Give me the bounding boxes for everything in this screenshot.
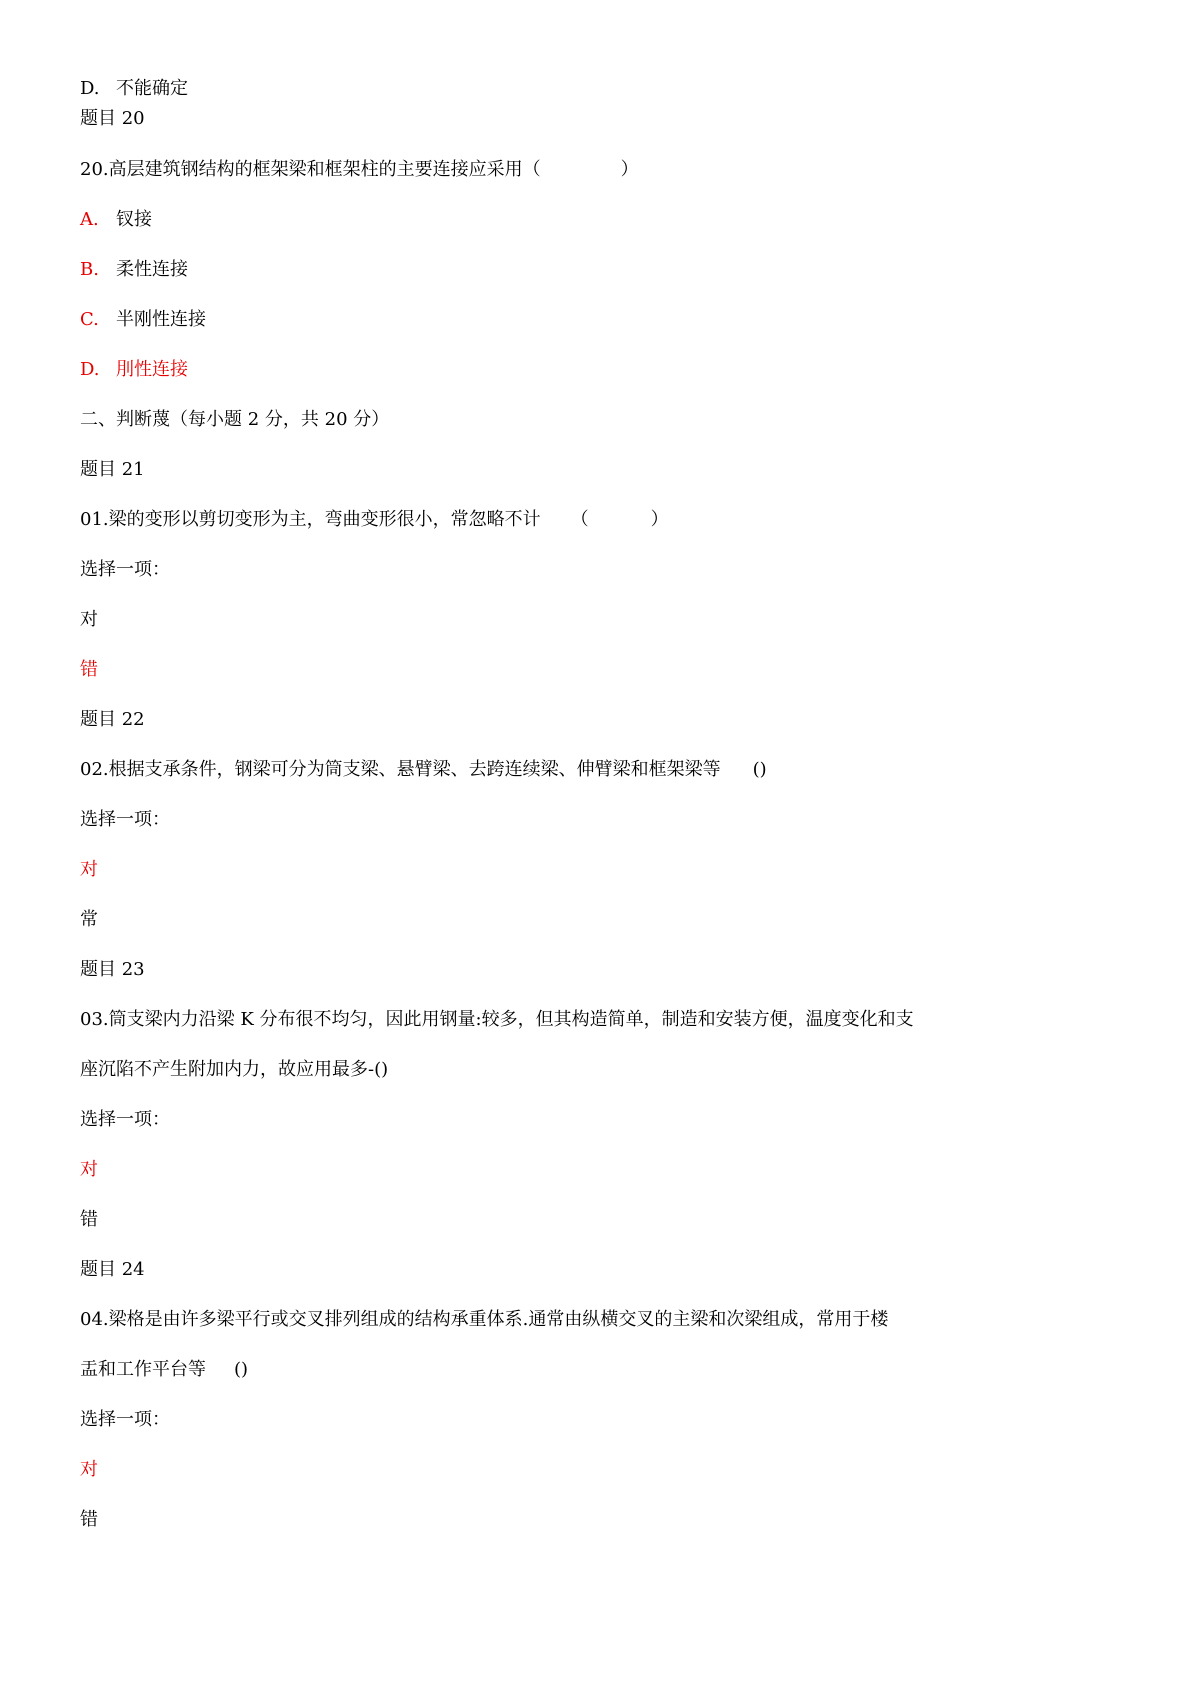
stem-text: 20.高层建筑钢结构的框架梁和框架柱的主要连接应采用（: [80, 159, 541, 180]
question-stem-24-line1: 04.梁格是由许多梁平行或交叉排列组成的结构承重体系.通常由纵横交叉的主梁和次梁组成，常用于楼: [80, 1309, 889, 1330]
stem-paren: (): [752, 759, 767, 780]
choice-true[interactable]: 对: [80, 859, 98, 880]
stem-close-paren: ）: [620, 159, 639, 180]
choice-true[interactable]: 对: [80, 1159, 98, 1180]
stem-paren: (): [234, 1359, 249, 1380]
stem-close-paren: ）: [650, 509, 669, 530]
choice-true[interactable]: 对: [80, 609, 98, 630]
choice-prompt: 选择一项：: [80, 1409, 170, 1430]
option-a[interactable]: [80, 208, 152, 232]
choice-true[interactable]: 对: [80, 1459, 98, 1480]
option-d[interactable]: [80, 358, 188, 382]
question-stem-20: [80, 158, 639, 182]
stem-text: 01.梁的变形以剪切变形为主，弯曲变形很小，常忽略不计: [80, 509, 541, 530]
stem-text: 盂和工作平台等: [80, 1359, 206, 1380]
choice-false[interactable]: 常: [80, 909, 98, 930]
option-text: 柔性连接: [116, 259, 188, 280]
stem-open-paren: （: [570, 509, 589, 530]
question-label-22: 题目 22: [80, 709, 145, 730]
prev-option-d[interactable]: [80, 77, 188, 101]
option-letter: B.: [80, 259, 99, 280]
choice-prompt: 选择一项：: [80, 559, 170, 580]
stem-text: 02.根据支承条件，钢梁可分为筒支梁、悬臂梁、去跨连续梁、伸臂梁和框架梁等: [80, 759, 721, 780]
option-letter: A.: [80, 209, 99, 230]
option-text: 钗接: [116, 209, 152, 230]
option-text: 半刚性连接: [116, 309, 206, 330]
question-stem-21: [80, 508, 669, 532]
option-letter: D.: [80, 78, 100, 99]
question-stem-23-line1: 03.筒支梁内力沿梁 K 分布很不均匀，因此用钢量:较多，但其构造简单，制造和安装方便，温度变化和支: [80, 1009, 914, 1030]
question-label-24: 题目 24: [80, 1259, 145, 1280]
option-b[interactable]: [80, 258, 188, 282]
section-title: 二、判断蔑（每小题 2 分，共 20 分）: [80, 409, 390, 430]
choice-prompt: 选择一项：: [80, 809, 170, 830]
option-letter: D.: [80, 359, 100, 380]
choice-false[interactable]: 错: [80, 659, 98, 680]
choice-false[interactable]: 错: [80, 1509, 98, 1530]
option-letter: C.: [80, 309, 99, 330]
choice-prompt: 选择一项：: [80, 1109, 170, 1130]
option-text: 刖性连接: [116, 359, 188, 380]
question-label-21: 题目 21: [80, 459, 145, 480]
question-stem-23-line2: 座沉陷不产生附加内力，故应用最多-(): [80, 1059, 389, 1080]
question-stem-24-line2: [80, 1358, 248, 1382]
option-text: 不能确定: [116, 78, 188, 99]
option-c[interactable]: [80, 308, 206, 332]
question-label-20: 题目 20: [80, 108, 145, 129]
question-label-23: 题目 23: [80, 959, 145, 980]
question-stem-22: [80, 758, 767, 782]
choice-false[interactable]: 错: [80, 1209, 98, 1230]
